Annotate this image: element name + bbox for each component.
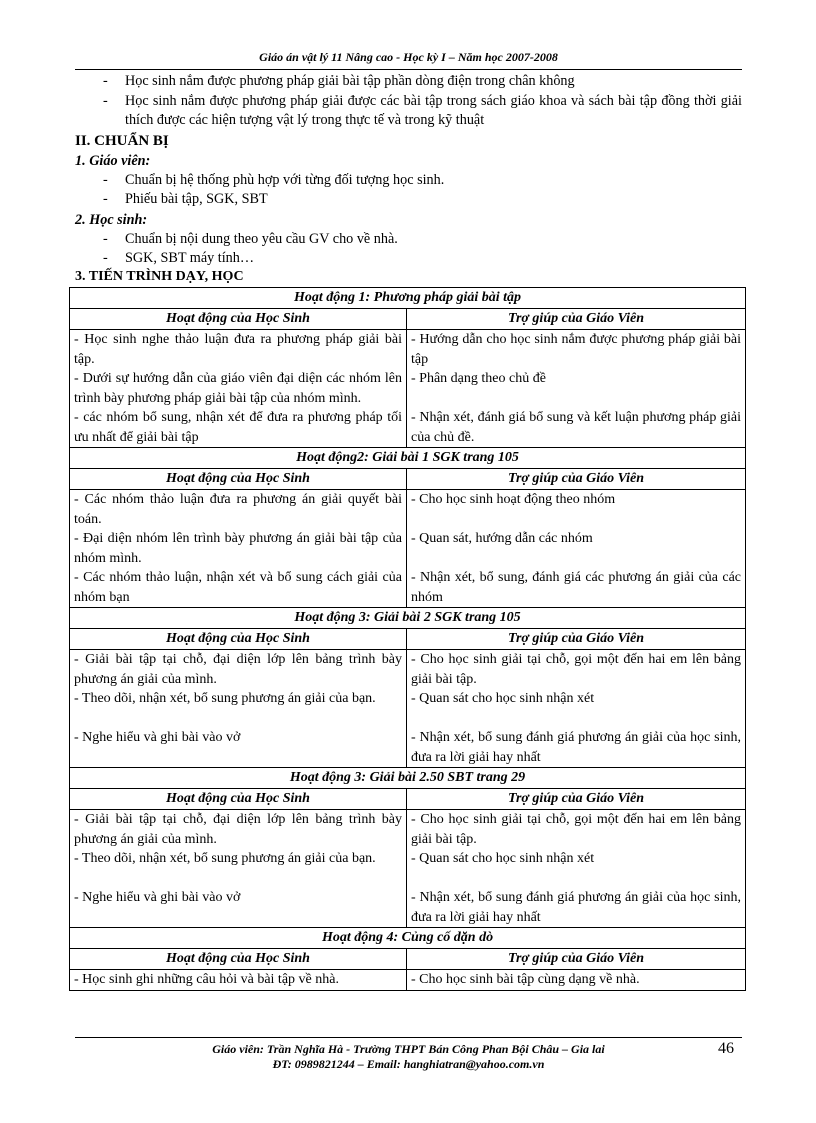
spacer-line — [411, 389, 741, 409]
activity-content-row — [70, 810, 746, 928]
page-footer — [75, 1042, 742, 1072]
cell-paragraph: - Cho học sinh giải tại chỗ, gọi một đến hai em lên bảng giải bài tập. — [411, 812, 742, 847]
activity-content-row — [70, 490, 746, 608]
cell-paragraph: - Nhận xét, bổ sung đánh giá phương án giải của học sinh, đưa ra lời giải hay nhất — [411, 730, 742, 765]
teacher-support-cell — [407, 970, 746, 991]
intro-bullet: - Học sinh nắm được phương pháp giải bài tập phần dòng điện trong chân không — [103, 73, 575, 89]
spacer-line — [411, 549, 741, 569]
footer-rule — [75, 1037, 742, 1038]
column-header-teacher: Trợ giúp của Giáo Viên — [407, 789, 746, 810]
activity-content-row — [70, 650, 746, 768]
activity-content-row — [70, 970, 746, 991]
cell-paragraph: - các nhóm bổ sung, nhận xét để đưa ra phương pháp tối ưu nhất để giải bài tập — [74, 410, 402, 445]
cell-paragraph: - Học sinh nghe thảo luận đưa ra phương pháp giải bài tập. — [74, 332, 402, 367]
column-header-teacher: Trợ giúp của Giáo Viên — [407, 629, 746, 650]
page-header: Giáo án vật lý 11 Nâng cao - Học kỳ I – Năm học 2007-2008 — [259, 50, 558, 64]
column-header-row — [70, 469, 746, 490]
page-number: 46 — [718, 1040, 734, 1057]
cell-paragraph: - Theo dõi, nhận xét, bổ sung phương án giải của bạn. — [74, 851, 376, 866]
teacher-prep-item: - Chuẩn bị hệ thống phù hợp với từng đối tượng học sinh. — [103, 171, 445, 188]
teacher-support-cell — [407, 810, 746, 928]
spacer-line — [74, 869, 402, 889]
column-header-row — [70, 629, 746, 650]
column-header-teacher: Trợ giúp của Giáo Viên — [407, 949, 746, 970]
teacher-support-cell — [407, 490, 746, 608]
activity-title-row — [70, 448, 746, 469]
cell-paragraph: - Theo dõi, nhận xét, bổ sung phương án giải của bạn. — [74, 691, 376, 706]
subsection-student: 2. Học sinh: — [75, 211, 148, 228]
footer-teacher: Giáo viên: Trần Nghĩa Hà - Trường THPT Bán Công Phan Bội Châu – Gia lai — [212, 1042, 605, 1056]
activity-title-row — [70, 928, 746, 949]
activity-title-row — [70, 768, 746, 789]
column-header-student: Hoạt động của Học Sinh — [70, 629, 407, 650]
activity-title: Hoạt động 3: Giải bài 2.50 SBT trang 29 — [70, 768, 746, 789]
teacher-support-cell — [407, 650, 746, 768]
cell-paragraph: - Cho học sinh giải tại chỗ, gọi một đến hai em lên bảng giải bài tập. — [411, 652, 742, 687]
section-title-preparation: II. CHUẨN BỊ — [75, 132, 169, 149]
activity-title: Hoạt động 1: Phương pháp giải bài tập — [70, 288, 746, 309]
student-prep-item: - Chuẩn bị nội dung theo yêu cầu GV cho về nhà. — [103, 230, 398, 247]
spacer-line — [411, 510, 741, 530]
cell-paragraph: - Giải bài tập tại chỗ, đại diện lớp lên bảng trình bày phương án giải của mình. — [74, 652, 402, 687]
cell-paragraph: - Nhận xét, đánh giá bổ sung và kết luận phương pháp giải của chủ đề. — [411, 410, 742, 445]
student-prep-item: - SGK, SBT máy tính… — [103, 250, 255, 266]
cell-paragraph: - Quan sát cho học sinh nhận xét — [411, 851, 595, 866]
header-rule — [75, 69, 742, 70]
student-activity-cell — [70, 970, 407, 991]
cell-paragraph: - Dưới sự hướng dẫn của giáo viên đại diện các nhóm lên trình bày phương pháp giải bài tập của nhóm mình. — [74, 371, 402, 406]
cell-paragraph: - Hướng dẫn cho học sinh nắm được phương pháp giải bài tập — [411, 332, 742, 367]
column-header-teacher: Trợ giúp của Giáo Viên — [407, 469, 746, 490]
teacher-prep-item: - Phiếu bài tập, SGK, SBT — [103, 191, 268, 207]
cell-paragraph: - Quan sát cho học sinh nhận xét — [411, 691, 595, 706]
activity-title: Hoạt động2: Giải bài 1 SGK trang 105 — [70, 448, 746, 469]
student-activity-cell — [70, 490, 407, 608]
activity-title-row — [70, 608, 746, 629]
column-header-row — [70, 949, 746, 970]
cell-paragraph: - Giải bài tập tại chỗ, đại diện lớp lên bảng trình bày phương án giải của mình. — [74, 812, 402, 847]
student-activity-cell — [70, 330, 407, 448]
activity-content-row — [70, 330, 746, 448]
activity-title-row — [70, 288, 746, 309]
cell-paragraph: - Các nhóm thảo luận đưa ra phương án giải quyết bài toán. — [74, 492, 402, 527]
column-header-row — [70, 789, 746, 810]
cell-paragraph: - Cho học sinh hoạt động theo nhóm — [411, 492, 616, 507]
body-content — [75, 72, 742, 285]
cell-paragraph: - Các nhóm thảo luận, nhận xét và bổ sung cách giải của nhóm bạn — [74, 570, 402, 605]
column-header-student: Hoạt động của Học Sinh — [70, 949, 407, 970]
intro-bullet: - Học sinh nắm được phương pháp giải được các bài tập trong sách giáo khoa và sách bài tập đồng thời giải thích được các hiện tượng vật lý trong thực tế và trong kỹ thuật — [103, 92, 742, 128]
cell-paragraph: - Nghe hiểu và ghi bài vào vở — [74, 730, 241, 745]
cell-paragraph: - Học sinh ghi những câu hỏi và bài tập về nhà. — [74, 972, 339, 987]
spacer-line — [74, 709, 402, 729]
activity-title: Hoạt động 4: Củng cố dặn dò — [70, 928, 746, 949]
activity-title: Hoạt động 3: Giải bài 2 SGK trang 105 — [70, 608, 746, 629]
footer-contact: ĐT: 0989821244 – Email: hanghiatran@yahoo.com.vn — [272, 1057, 545, 1071]
section-title-process: 3. TIẾN TRÌNH DẠY, HỌC — [75, 268, 244, 284]
column-header-student: Hoạt động của Học Sinh — [70, 469, 407, 490]
student-activity-cell — [70, 810, 407, 928]
cell-paragraph: - Nghe hiểu và ghi bài vào vở — [74, 890, 241, 905]
cell-paragraph: - Cho học sinh bài tập cùng dạng về nhà. — [411, 972, 640, 987]
spacer-line — [411, 709, 741, 729]
cell-paragraph: - Nhận xét, bổ sung đánh giá phương án giải của học sinh, đưa ra lời giải hay nhất — [411, 890, 742, 925]
subsection-teacher: 1. Giáo viên: — [75, 152, 151, 169]
activities-table — [69, 287, 746, 991]
cell-paragraph: - Nhận xét, bổ sung, đánh giá các phương án giải của các nhóm — [411, 570, 742, 605]
teacher-support-cell — [407, 330, 746, 448]
column-header-teacher: Trợ giúp của Giáo Viên — [407, 309, 746, 330]
column-header-student: Hoạt động của Học Sinh — [70, 309, 407, 330]
student-activity-cell — [70, 650, 407, 768]
cell-paragraph: - Đại diện nhóm lên trình bày phương án giải bài tập của nhóm mình. — [74, 531, 402, 566]
column-header-row — [70, 309, 746, 330]
column-header-student: Hoạt động của Học Sinh — [70, 789, 407, 810]
spacer-line — [411, 869, 741, 889]
cell-paragraph: - Phân dạng theo chủ đề — [411, 371, 546, 386]
cell-paragraph: - Quan sát, hướng dẫn các nhóm — [411, 531, 593, 546]
